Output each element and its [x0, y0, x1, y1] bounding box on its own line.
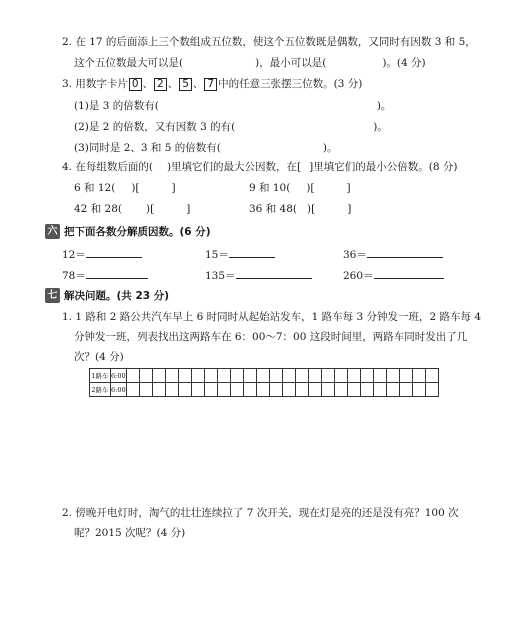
- q3-sub2: (2)是 2 的倍数，又有因数 3 的有( )。: [74, 121, 388, 133]
- schedule-cell[interactable]: [191, 369, 204, 383]
- q2-line2: 这个五位数最大可以是( )，最小可以是( )。(4 分): [74, 57, 426, 69]
- factor-item-135: 135＝: [205, 267, 312, 283]
- bus-schedule-table: [89, 368, 439, 397]
- schedule-cell[interactable]: [204, 383, 217, 397]
- answer-line[interactable]: [229, 246, 275, 258]
- q4-intro: 4. 在每组数后面的( )里填它们的最大公因数，在[ ]里填它们的最小公倍数。(8 分): [62, 161, 458, 173]
- q3-intro: 3. 用数字卡片 0 、 2 、 5 、 7 中的任意三张摆三位数。(3 分): [62, 78, 363, 90]
- schedule-cell[interactable]: [139, 383, 152, 397]
- s7-q2-line1: 2. 傍晚开电灯时，淘气的壮壮连续拉了 7 次开关，现在灯是亮的还是没有亮？100 次: [62, 507, 459, 519]
- section-7-title: 解决问题。(共 23 分): [64, 290, 170, 302]
- schedule-cell[interactable]: [152, 369, 165, 383]
- digit-card: 7: [204, 78, 217, 91]
- schedule-cell[interactable]: [204, 369, 217, 383]
- schedule-cell[interactable]: [347, 369, 360, 383]
- table-row: [90, 369, 439, 383]
- schedule-cell[interactable]: [230, 383, 243, 397]
- schedule-cell[interactable]: [321, 383, 334, 397]
- factor-item-78: 78＝: [62, 267, 148, 283]
- schedule-cell[interactable]: [425, 383, 438, 397]
- schedule-cell[interactable]: [269, 369, 282, 383]
- answer-line[interactable]: [236, 267, 312, 279]
- schedule-cell[interactable]: [386, 383, 399, 397]
- s7-q1-line1: 1. 1 路和 2 路公共汽车早上 6 时同时从起始站发车，1 路车每 3 分钟发一班，2 路车每 4: [62, 311, 481, 323]
- factor-item-260: 260＝: [343, 267, 444, 283]
- schedule-cell[interactable]: [373, 383, 386, 397]
- schedule-cell[interactable]: [321, 369, 334, 383]
- start-time-cell: 6:00: [111, 369, 127, 383]
- answer-line[interactable]: [367, 246, 443, 258]
- schedule-cell[interactable]: [178, 383, 191, 397]
- schedule-cell[interactable]: [126, 383, 139, 397]
- digit-card: 0: [129, 78, 142, 91]
- answer-line[interactable]: [86, 246, 142, 258]
- schedule-cell[interactable]: [217, 369, 230, 383]
- bus-route-label: 2路车: [90, 383, 111, 397]
- schedule-cell[interactable]: [217, 383, 230, 397]
- factor-item-36: 36＝: [343, 246, 443, 262]
- q3-sub3: (3)同时是 2、3 和 5 的倍数有( )。: [74, 142, 338, 154]
- answer-line[interactable]: [86, 267, 148, 279]
- schedule-cell[interactable]: [399, 369, 412, 383]
- q4-pair-2: 9 和 10( )[ ]: [249, 182, 351, 194]
- schedule-cell[interactable]: [334, 383, 347, 397]
- schedule-cell[interactable]: [360, 369, 373, 383]
- schedule-cell[interactable]: [165, 369, 178, 383]
- table-row: [90, 383, 439, 397]
- digit-card: 2: [154, 78, 167, 91]
- bus-route-label: 1路车: [90, 369, 111, 383]
- schedule-cell[interactable]: [425, 369, 438, 383]
- schedule-cell[interactable]: [282, 383, 295, 397]
- schedule-cell[interactable]: [412, 383, 425, 397]
- q4-pair-4: 36 和 48( )[ ]: [249, 203, 352, 215]
- schedule-cell[interactable]: [243, 369, 256, 383]
- section-6-badge: 六: [45, 224, 60, 239]
- schedule-cell[interactable]: [178, 369, 191, 383]
- schedule-cell[interactable]: [230, 369, 243, 383]
- q2-min-blank[interactable]: [326, 55, 382, 66]
- section-6-title: 把下面各数分解质因数。(6 分): [64, 226, 211, 238]
- s7-q1-line3: 次？(4 分): [74, 351, 124, 363]
- answer-line[interactable]: [374, 267, 444, 279]
- q4-pair-1: 6 和 12( )[ ]: [74, 182, 176, 194]
- schedule-cell[interactable]: [399, 383, 412, 397]
- schedule-cell[interactable]: [308, 369, 321, 383]
- q2-max-blank[interactable]: [183, 55, 255, 66]
- schedule-cell[interactable]: [243, 383, 256, 397]
- schedule-cell[interactable]: [139, 369, 152, 383]
- q3-sub1: (1)是 3 的倍数有( )。: [74, 100, 392, 112]
- schedule-cell[interactable]: [256, 369, 269, 383]
- schedule-cell[interactable]: [269, 383, 282, 397]
- digit-card: 5: [179, 78, 192, 91]
- start-time-cell: 6:00: [111, 383, 127, 397]
- schedule-cell[interactable]: [165, 383, 178, 397]
- schedule-cell[interactable]: [386, 369, 399, 383]
- schedule-cell[interactable]: [295, 383, 308, 397]
- q4-pair-3: 42 和 28( )[ ]: [74, 203, 191, 215]
- schedule-cell[interactable]: [360, 383, 373, 397]
- schedule-cell[interactable]: [152, 383, 165, 397]
- factor-item-15: 15＝: [205, 246, 275, 262]
- section-7-badge: 七: [45, 288, 60, 303]
- schedule-cell[interactable]: [308, 383, 321, 397]
- schedule-cell[interactable]: [126, 369, 139, 383]
- schedule-cell[interactable]: [191, 383, 204, 397]
- q2-line1: 2. 在 17 的后面添上三个数组成五位数，使这个五位数既是偶数，又同时有因数 3 和 5，: [62, 36, 476, 48]
- schedule-cell[interactable]: [373, 369, 386, 383]
- s7-q2-line2: 呢？2015 次呢？(4 分): [74, 527, 186, 539]
- schedule-cell[interactable]: [295, 369, 308, 383]
- schedule-cell[interactable]: [256, 383, 269, 397]
- schedule-cell[interactable]: [347, 383, 360, 397]
- schedule-cell[interactable]: [282, 369, 295, 383]
- factor-item-12: 12＝: [62, 246, 142, 262]
- s7-q1-line2: 分钟发一班，列表找出这两路车在 6：00～7：00 这段时间里，两路车同时发出了几: [74, 331, 468, 343]
- schedule-cell[interactable]: [412, 369, 425, 383]
- schedule-cell[interactable]: [334, 369, 347, 383]
